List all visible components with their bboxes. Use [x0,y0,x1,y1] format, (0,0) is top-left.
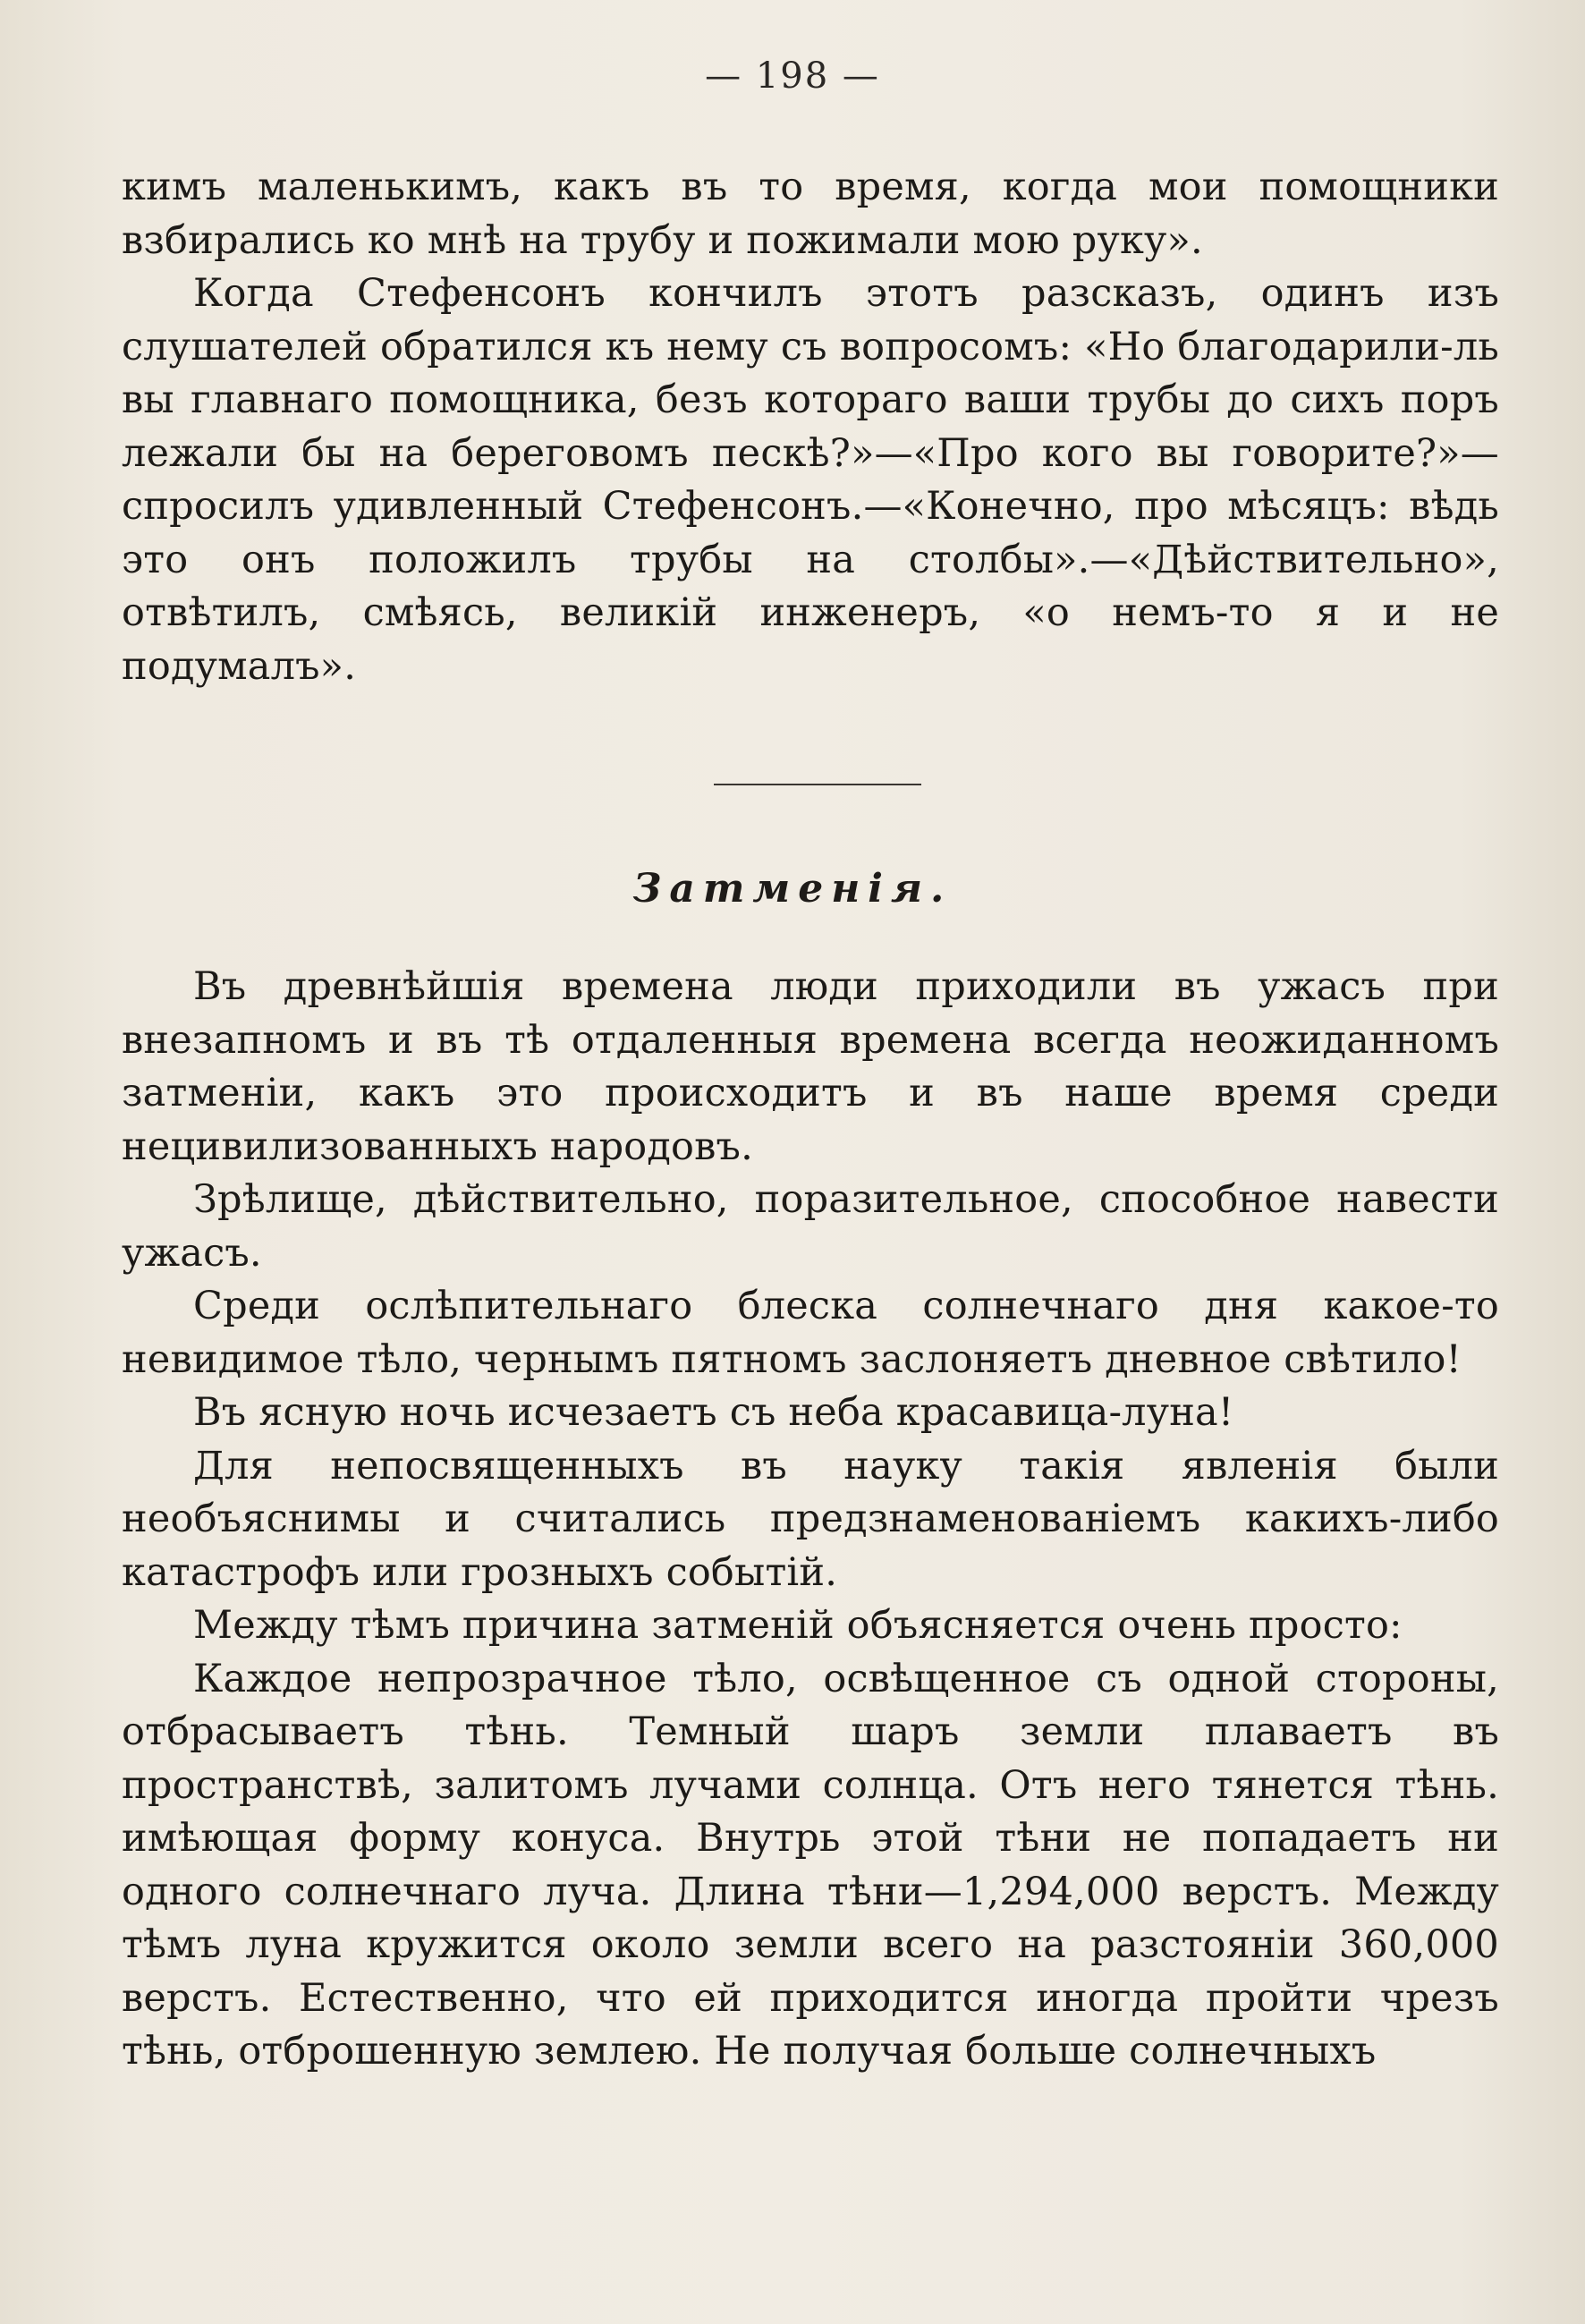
intro-text [122,161,1499,693]
section-title: Затменія. [632,866,953,912]
body-paragraph: Въ ясную ночь исчезаетъ съ неба красавица-луна! [193,1390,1234,1435]
intro-paragraph: Когда Стефенсонъ кончилъ этотъ разсказъ, одинъ изъ слушателей обратился къ нему съ вопросомъ: «Но благодарили-ль вы главнаго помощника, безъ котораго ваши трубы до сихъ поръ лежали бы на береговомъ пескѣ?»—«Про кого вы говорите?»—спросилъ удивленный Стефенсонъ.—«Конечно, про мѣсяцъ: вѣдь это онъ положилъ трубы на столбы».—«Дѣйствительно», отвѣтилъ, смѣясь, великій инженеръ, «о немъ-то я и не подумалъ». [122,271,1499,689]
section-body [122,961,1499,2079]
body-paragraph: Между тѣмъ причина затменій объясняется очень просто: [193,1603,1403,1648]
page-number: — 198 — [705,55,880,97]
body-paragraph: Каждое непрозрачное тѣло, освѣщенное съ одной стороны, отбрасываетъ тѣнь. Темный шаръ земли плаваетъ въ пространствѣ, залитомъ лучами солнца. Отъ него тянется тѣнь. имѣющая форму конуса. Внутрь этой тѣни не попадаетъ ни одного солнечнаго луча. Длина тѣни—1,294,000 верстъ. Между тѣмъ луна кружится около земли всего на разстояніи 360,000 верстъ. Естественно, что ей приходится иногда пройти чрезъ тѣнь, отброшенную землею. Не получая больше солнечныхъ [122,1656,1499,2074]
body-paragraph: Зрѣлище, дѣйствительно, поразительное, способное навести ужасъ. [122,1177,1499,1276]
body-paragraph: Въ древнѣйшія времена люди приходили въ ужасъ при внезапномъ и въ тѣ отдаленныя времена всегда неожиданномъ затменіи, какъ это происходитъ и въ наше время среди нецивилизованныхъ народовъ. [122,964,1499,1169]
intro-paragraph: кимъ маленькимъ, какъ въ то время, когда мои помощники взбирались ко мнѣ на трубу и пожимали мою руку». [122,165,1499,263]
body-paragraph: Для непосвященныхъ въ науку такія явленія были необъяснимы и считались предзнаменованіемъ какихъ-либо катастрофъ или грозныхъ событій. [122,1443,1499,1595]
section-divider [714,784,921,785]
body-paragraph: Среди ослѣпительнаго блеска солнечнаго дня какое-то невидимое тѣло, чернымъ пятномъ заслоняетъ дневное свѣтило! [122,1284,1499,1382]
